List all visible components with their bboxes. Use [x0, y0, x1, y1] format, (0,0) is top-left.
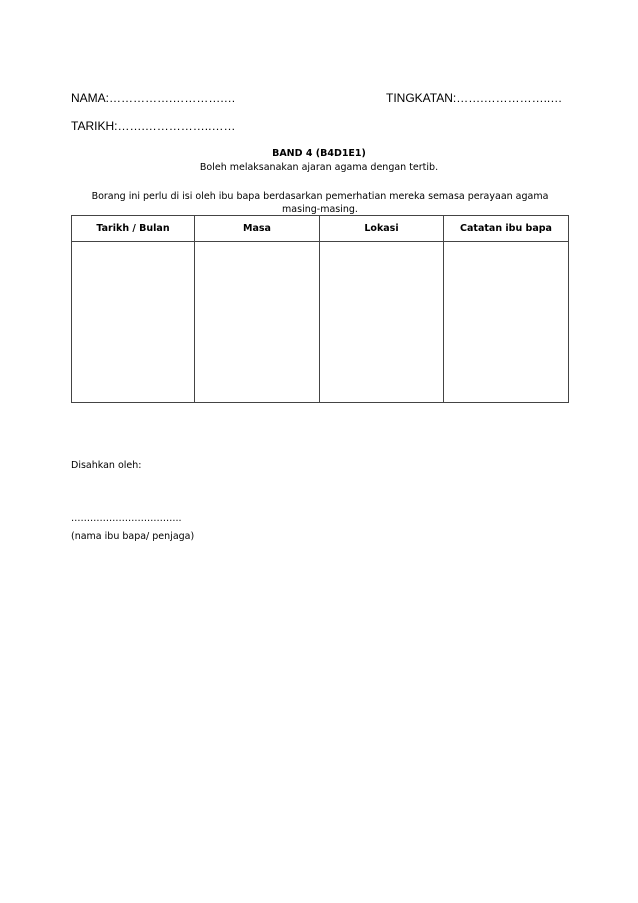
- tarikh-label: TARIKH:: [71, 119, 118, 133]
- tarikh-dots: …….……………..……: [117, 119, 236, 133]
- column-header-lokasi: Lokasi: [320, 216, 444, 242]
- cell-tarikh[interactable]: [72, 242, 195, 403]
- cell-masa[interactable]: [195, 242, 320, 403]
- tarikh-field: [71, 119, 235, 133]
- nama-field: [71, 91, 236, 105]
- disahkan-label: Disahkan oleh:: [71, 460, 142, 471]
- instruction-text: Borang ini perlu di isi oleh ibu bapa berdasarkan pemerhatian mereka semasa perayaan agama masing-masing.: [91, 191, 549, 215]
- signature-line: ……………………………..: [71, 513, 182, 524]
- table-header-row: [72, 216, 569, 242]
- band-description: Boleh melaksanakan ajaran agama dengan tertib.: [199, 162, 439, 173]
- column-header-masa: Masa: [195, 216, 320, 242]
- cell-catatan[interactable]: [444, 242, 569, 403]
- tingkatan-dots: …….……………..…: [456, 91, 563, 105]
- column-header-catatan: Catatan ibu bapa: [444, 216, 569, 242]
- column-header-tarikh: Tarikh / Bulan: [72, 216, 195, 242]
- tingkatan-field: [386, 91, 562, 105]
- table-row: [72, 242, 569, 403]
- record-table: [71, 215, 569, 403]
- tingkatan-label: TINGKATAN:: [386, 91, 457, 105]
- signature-caption: (nama ibu bapa/ penjaga): [71, 531, 195, 542]
- band-title: BAND 4 (B4D1E1): [272, 148, 366, 159]
- nama-label: NAMA:: [71, 91, 110, 105]
- nama-dots: …………….………….…: [109, 91, 236, 105]
- cell-lokasi[interactable]: [320, 242, 444, 403]
